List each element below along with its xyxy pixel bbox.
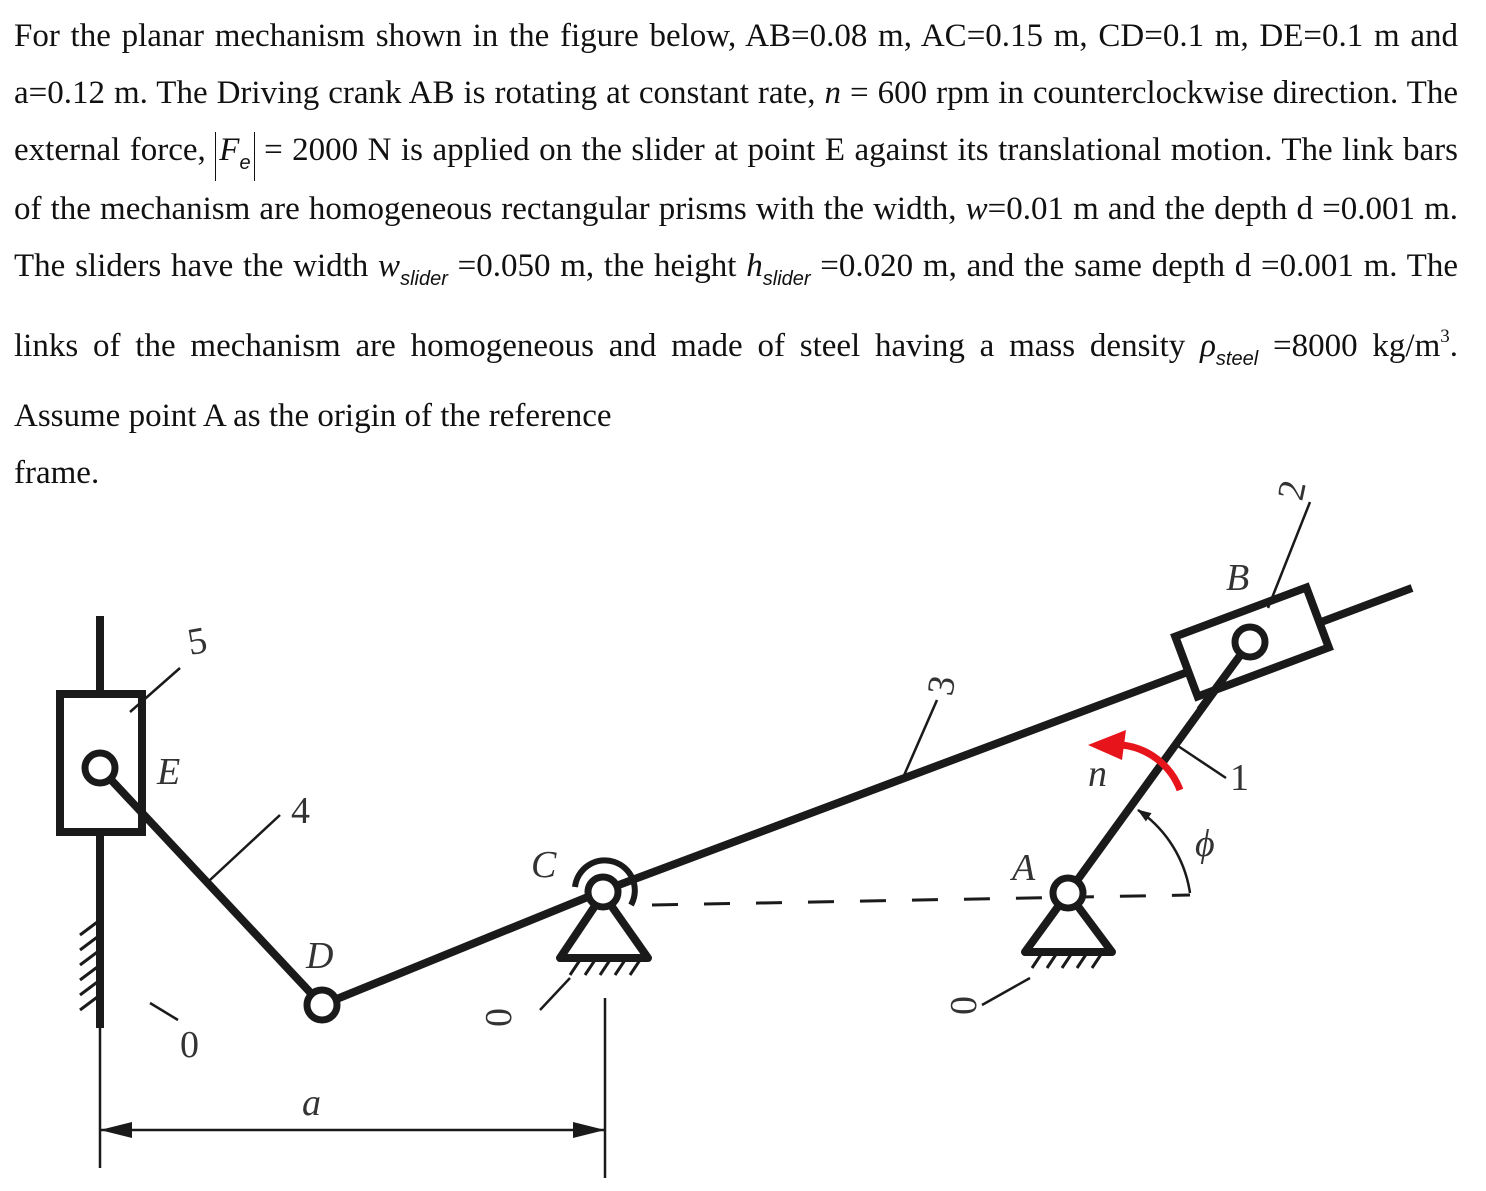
rpm-equals: = <box>841 75 878 111</box>
problem-text-part-4: =0.01 m and the depth d =0.001 m. The sliders have the width <box>14 191 1459 284</box>
force-subscript: e <box>239 152 251 174</box>
label-C: C <box>531 844 557 886</box>
problem-text-last-line: frame. <box>14 455 100 491</box>
problem-text-part-7: =8000 kg/m <box>1258 328 1441 364</box>
label-D: D <box>306 935 334 977</box>
label-link-2: 2 <box>1269 476 1315 504</box>
density-symbol: ρ <box>1200 328 1216 364</box>
force-equals: = <box>254 132 293 168</box>
joint-D <box>307 990 337 1020</box>
problem-text-part-8: . Assume point A as the origin of the reference <box>14 328 1458 434</box>
label-A: A <box>1012 847 1036 889</box>
density-unit-exponent: 3 <box>1440 326 1450 347</box>
problem-text-part-3: N is applied on the slider at point E against its translational motion. The link bars of the mechanism are homogeneous rectangular prisms with the width, <box>14 132 1458 227</box>
problem-statement <box>14 8 1458 502</box>
label-ground-E: 0 <box>180 1024 199 1066</box>
force-symbol: F <box>219 132 240 168</box>
phi-angle-arc <box>1138 810 1190 893</box>
label-link-4: 4 <box>291 790 310 832</box>
slider-width-subscript: slider <box>400 268 448 290</box>
joint-A <box>1053 878 1083 908</box>
rpm-value: 600 <box>877 75 928 111</box>
slider-height-subscript: slider <box>762 268 811 290</box>
label-ground-C: 0 <box>478 1008 520 1027</box>
label-E: E <box>157 751 181 793</box>
problem-text-part-6: =0.020 m, and the same depth d =0.001 m. The links of the mechanism are homogeneous and made of steel having a mass density <box>14 248 1458 364</box>
joint-B <box>1235 627 1265 657</box>
reference-dashed-line <box>652 895 1190 905</box>
link-DE <box>100 768 322 1005</box>
problem-text-part-1: For the planar mechanism shown in the figure below, AB=0.08 m, AC=0.15 m, CD=0.1 m, DE=0.1 m and a=0.12 m. The Driving crank AB is rotating at constant rate, <box>14 18 1458 111</box>
slider-width-symbol: w <box>378 248 401 284</box>
label-link-1: 1 <box>1230 757 1249 799</box>
density-subscript: steel <box>1215 348 1259 370</box>
rpm-symbol: n <box>824 75 842 111</box>
joint-C <box>588 877 618 907</box>
force-value: 2000 <box>292 132 359 168</box>
mechanism-figure <box>0 440 1486 1191</box>
label-ground-A: 0 <box>943 996 985 1015</box>
label-n: n <box>1088 753 1107 795</box>
problem-text-part-5: =0.050 m, the height <box>447 248 747 284</box>
label-link-3: 3 <box>919 672 965 699</box>
label-B: B <box>1226 557 1250 599</box>
width-symbol: w <box>965 191 988 227</box>
label-phi: ϕ <box>1195 823 1215 865</box>
joint-E <box>85 753 115 783</box>
problem-text-part-2: rpm in counterclockwise direction. The external force, <box>14 75 1458 168</box>
label-link-5: 5 <box>184 619 211 664</box>
label-a: a <box>302 1082 321 1124</box>
external-force-abs <box>215 132 254 181</box>
link-CD <box>322 892 600 1005</box>
slider-height-symbol: h <box>746 248 763 284</box>
dimension-a <box>100 998 605 1178</box>
